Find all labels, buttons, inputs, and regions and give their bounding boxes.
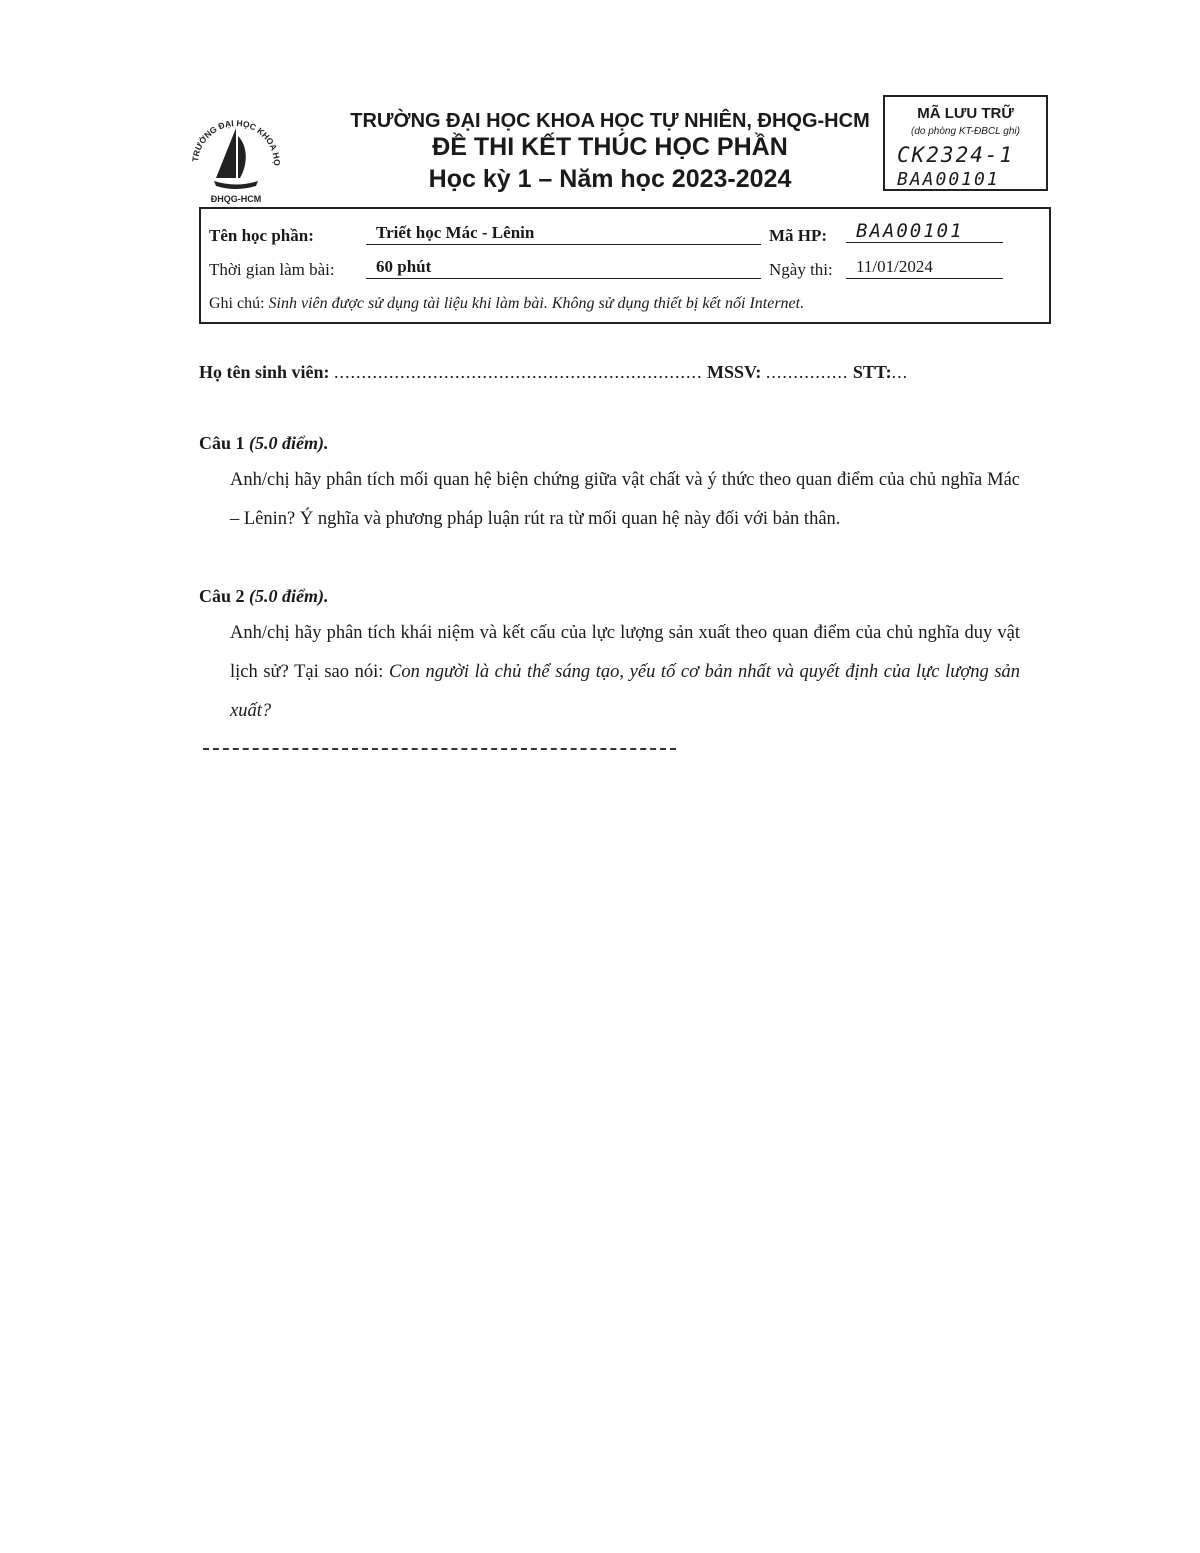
archive-code-line2: BAA00101 bbox=[897, 169, 1000, 190]
student-name-dots: ................................................................... bbox=[334, 362, 703, 382]
end-of-exam-divider bbox=[203, 748, 676, 750]
question-1-title: Câu 1 bbox=[199, 433, 245, 453]
archive-subtitle: (do phòng KT-ĐBCL ghi) bbox=[911, 126, 1020, 137]
stt-dots: ... bbox=[891, 362, 909, 382]
logo-arc-text: TRƯỜNG ĐẠI HỌC KHOA HỌ bbox=[190, 117, 283, 166]
question-2-body: Anh/chị hãy phân tích khái niệm và kết cấu của lực lượng sản xuất theo quan điểm của chủ nghĩa duy vật lịch sử? Tại sao nói: bbox=[230, 623, 1020, 682]
exam-date-label: Ngày thi: bbox=[769, 260, 833, 279]
question-2-quote: Con người là chủ thể sáng tạo, yếu tố cơ bản nhất và quyết định của lực lượng sản xuất? bbox=[230, 662, 1021, 721]
semester: Học kỳ 1 – Năm học 2023-2024 bbox=[428, 165, 792, 193]
logo-bottom-text: ĐHQG-HCM bbox=[210, 194, 262, 204]
archive-code-line1: CK2324-1 bbox=[897, 143, 1015, 167]
course-label: Tên học phần: bbox=[209, 226, 314, 245]
question-1-points: (5.0 điểm). bbox=[249, 433, 329, 453]
question-1-heading bbox=[199, 433, 329, 454]
note-label: Ghi chú: bbox=[209, 295, 265, 312]
course-info-box bbox=[199, 207, 1051, 324]
exam-date-value: 11/01/2024 bbox=[846, 257, 1003, 279]
duration-value: 60 phút bbox=[366, 257, 761, 279]
student-id-dots: ............... bbox=[765, 362, 849, 382]
school-name: TRƯỜNG ĐẠI HỌC KHOA HỌC TỰ NHIÊN, ĐHQG-HCM bbox=[350, 110, 870, 132]
question-2-title: Câu 2 bbox=[199, 586, 245, 606]
course-code-value: BAA00101 bbox=[846, 221, 1003, 243]
student-id-label: MSSV: bbox=[707, 362, 762, 382]
note-text: Sinh viên được sử dụng tài liệu khi làm bài. Không sử dụng thiết bị kết nối Internet. bbox=[268, 295, 805, 312]
exam-note bbox=[209, 295, 804, 313]
question-2-points: (5.0 điểm). bbox=[249, 586, 329, 606]
question-2-text bbox=[230, 614, 1020, 731]
archive-title: MÃ LƯU TRỮ bbox=[917, 105, 1014, 122]
student-info-line bbox=[199, 362, 908, 383]
archive-code-box bbox=[883, 95, 1048, 191]
question-2-heading bbox=[199, 586, 329, 607]
student-name-label: Họ tên sinh viên: bbox=[199, 362, 330, 382]
course-value: Triết học Mác - Lênin bbox=[366, 223, 761, 245]
university-logo bbox=[186, 106, 286, 206]
course-code-label: Mã HP: bbox=[769, 226, 828, 245]
exam-title: ĐỀ THI KẾT THÚC HỌC PHẦN bbox=[432, 133, 788, 161]
duration-label: Thời gian làm bài: bbox=[209, 260, 335, 279]
stt-label: STT: bbox=[852, 362, 892, 382]
question-1-text: Anh/chị hãy phân tích mối quan hệ biện chứng giữa vật chất và ý thức theo quan điểm của chủ nghĩa Mác – Lênin? Ý nghĩa và phương pháp luận rút ra từ mối quan hệ này đối với bản thân. bbox=[230, 470, 1020, 529]
